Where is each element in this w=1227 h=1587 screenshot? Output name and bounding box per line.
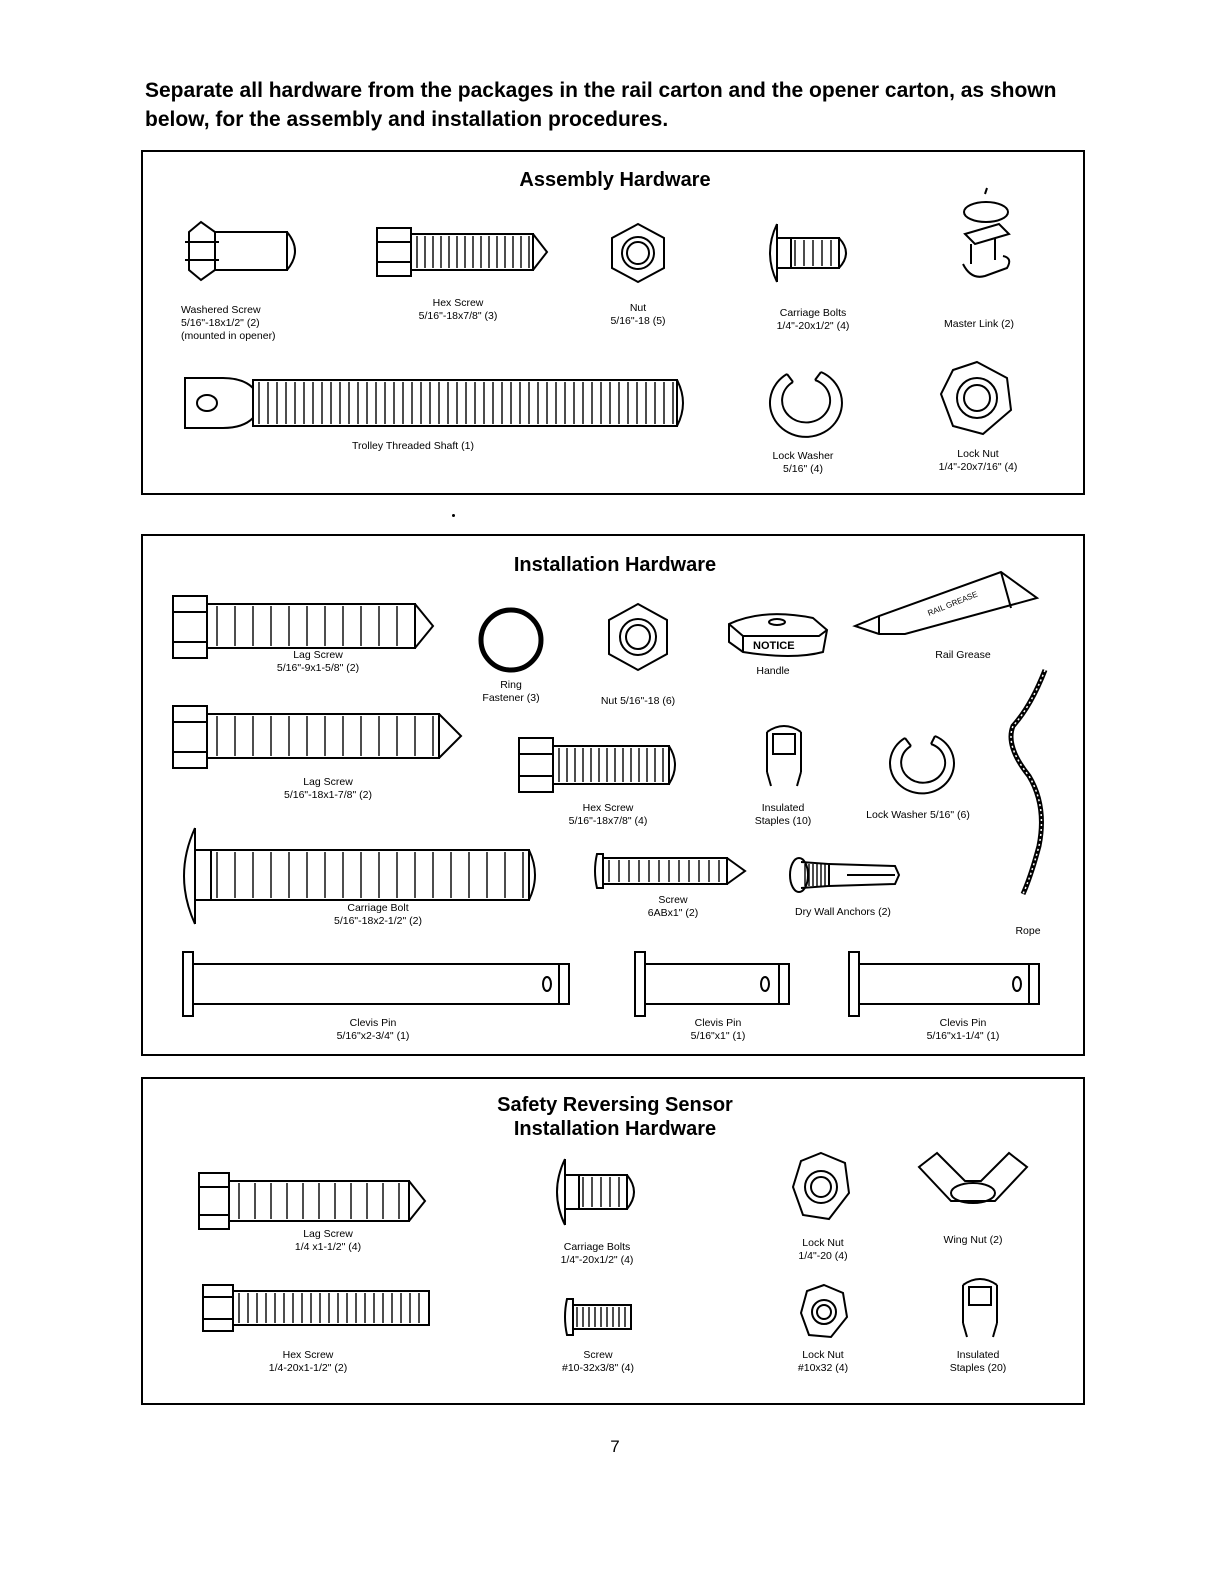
- nut-caption: Nut 5/16"-18 (5): [610, 302, 666, 327]
- assembly-hardware-panel: [141, 150, 1085, 495]
- carriage-bolt-caption: Carriage Bolt 5/16"-18x2-1/2" (2): [334, 902, 422, 927]
- rope-caption: Rope: [1015, 925, 1041, 937]
- svg-text:NOTICE: NOTICE: [753, 640, 795, 652]
- carriage-bolt-icon: [761, 220, 861, 286]
- safety-sensor-hardware-panel: [141, 1077, 1085, 1405]
- insulated-staples-caption: Insulated Staples (20): [949, 1349, 1007, 1374]
- svg-text:RAIL GREASE: RAIL GREASE: [926, 589, 979, 618]
- insulated-staples-caption: Insulated Staples (10): [754, 802, 812, 827]
- screw-caption: Screw #10-32x3/8" (4): [561, 1349, 635, 1374]
- trolley-shaft-caption: Trolley Threaded Shaft (1): [352, 440, 474, 452]
- lag-screw-icon: [197, 1171, 437, 1233]
- stray-dot: [452, 514, 455, 517]
- lag-screw-2-caption: Lag Screw 5/16"-18x1-7/8" (2): [284, 776, 372, 801]
- wing-nut-icon: [915, 1149, 1031, 1219]
- lag-screw-caption: Lag Screw 1/4 x1-1/2" (4): [294, 1228, 362, 1253]
- handle-icon: [723, 602, 833, 664]
- clevis-pin-icon: [847, 950, 1043, 1020]
- hex-screw-caption: Hex Screw 5/16"-18x7/8" (3): [418, 297, 498, 322]
- hex-nut-icon: [608, 222, 668, 284]
- carriage-bolts-caption: Carriage Bolts 1/4"-20x1/2" (4): [560, 1241, 634, 1266]
- washered-screw-caption: Washered Screw 5/16"-18x1/2" (2) (mounted in opener): [181, 304, 276, 342]
- lock-nut-2-caption: Lock Nut #10x32 (4): [797, 1349, 849, 1374]
- clevis-pin-icon: [633, 950, 793, 1020]
- installation-hardware-panel: [141, 534, 1085, 1056]
- handle-caption: Handle: [756, 665, 790, 677]
- lock-nut-icon: [789, 1149, 853, 1225]
- intro-heading: Separate all hardware from the packages in the rail carton and the opener carton, as shown below, for the assembly and installation procedures.: [145, 79, 1057, 131]
- assembly-title: Assembly Hardware: [519, 169, 711, 191]
- insulated-staple-icon: [955, 1275, 1005, 1343]
- lock-washer-caption: Lock Washer 5/16" (6): [866, 809, 970, 821]
- wing-nut-caption: Wing Nut (2): [943, 1234, 1003, 1246]
- safety-title-line2: Installation Hardware: [513, 1118, 717, 1140]
- hex-screw-caption: Hex Screw 5/16"-18x7/8" (4): [568, 802, 648, 827]
- carriage-bolt-icon: [547, 1155, 647, 1229]
- hex-screw-caption: Hex Screw 1/4-20x1-1/2" (2): [268, 1349, 348, 1374]
- dry-wall-caption: Dry Wall Anchors (2): [795, 906, 891, 918]
- carriage-bolts-caption: Carriage Bolts 1/4"-20x1/2" (4): [776, 307, 850, 332]
- ring-fastener-icon: [475, 604, 547, 676]
- clevis-pin-3-caption: Clevis Pin 5/16"x1-1/4" (1): [926, 1017, 1000, 1042]
- lock-nut-icon: [799, 1283, 849, 1341]
- safety-title-line1: Safety Reversing Sensor: [497, 1094, 733, 1116]
- hex-nut-icon: [605, 602, 671, 672]
- hex-screw-icon: [517, 736, 689, 798]
- installation-title: Installation Hardware: [513, 554, 717, 576]
- lock-nut-caption: Lock Nut 1/4"-20x7/16" (4): [938, 448, 1018, 473]
- rope-icon: [1001, 666, 1063, 906]
- lock-washer-caption: Lock Washer 5/16" (4): [772, 450, 834, 475]
- hex-screw-icon: [201, 1283, 437, 1337]
- lock-nut-icon: [937, 358, 1017, 438]
- lock-washer-icon: [763, 360, 845, 442]
- insulated-staple-icon: [759, 722, 809, 794]
- page-number: 7: [610, 1437, 620, 1456]
- clevis-pin-2-caption: Clevis Pin 5/16"x1" (1): [690, 1017, 746, 1042]
- ring-fastener-caption: Ring Fastener (3): [482, 679, 540, 704]
- lag-screw-icon: [171, 704, 471, 774]
- lag-screw-1-caption: Lag Screw 5/16"-9x1-5/8" (2): [276, 649, 360, 674]
- rail-grease-caption: Rail Grease: [935, 649, 991, 661]
- lock-washer-icon: [885, 726, 957, 798]
- lock-nut-1-caption: Lock Nut 1/4"-20 (4): [798, 1237, 848, 1262]
- screw-icon: [591, 850, 751, 892]
- master-link-icon: [951, 184, 1021, 294]
- screw-icon: [561, 1295, 641, 1339]
- trolley-threaded-shaft-icon: [183, 374, 693, 432]
- master-link-caption: Master Link (2): [943, 318, 1015, 330]
- screw-caption: Screw 6ABx1" (2): [647, 894, 699, 919]
- rail-grease-tube-icon: [851, 564, 1043, 644]
- clevis-pin-icon: [181, 950, 576, 1020]
- hex-screw-icon: [375, 224, 555, 284]
- nut-caption: Nut 5/16"-18 (6): [600, 695, 676, 707]
- dry-wall-anchor-icon: [787, 854, 907, 896]
- clevis-pin-1-caption: Clevis Pin 5/16"x2-3/4" (1): [336, 1017, 410, 1042]
- washered-screw-icon: [181, 218, 306, 288]
